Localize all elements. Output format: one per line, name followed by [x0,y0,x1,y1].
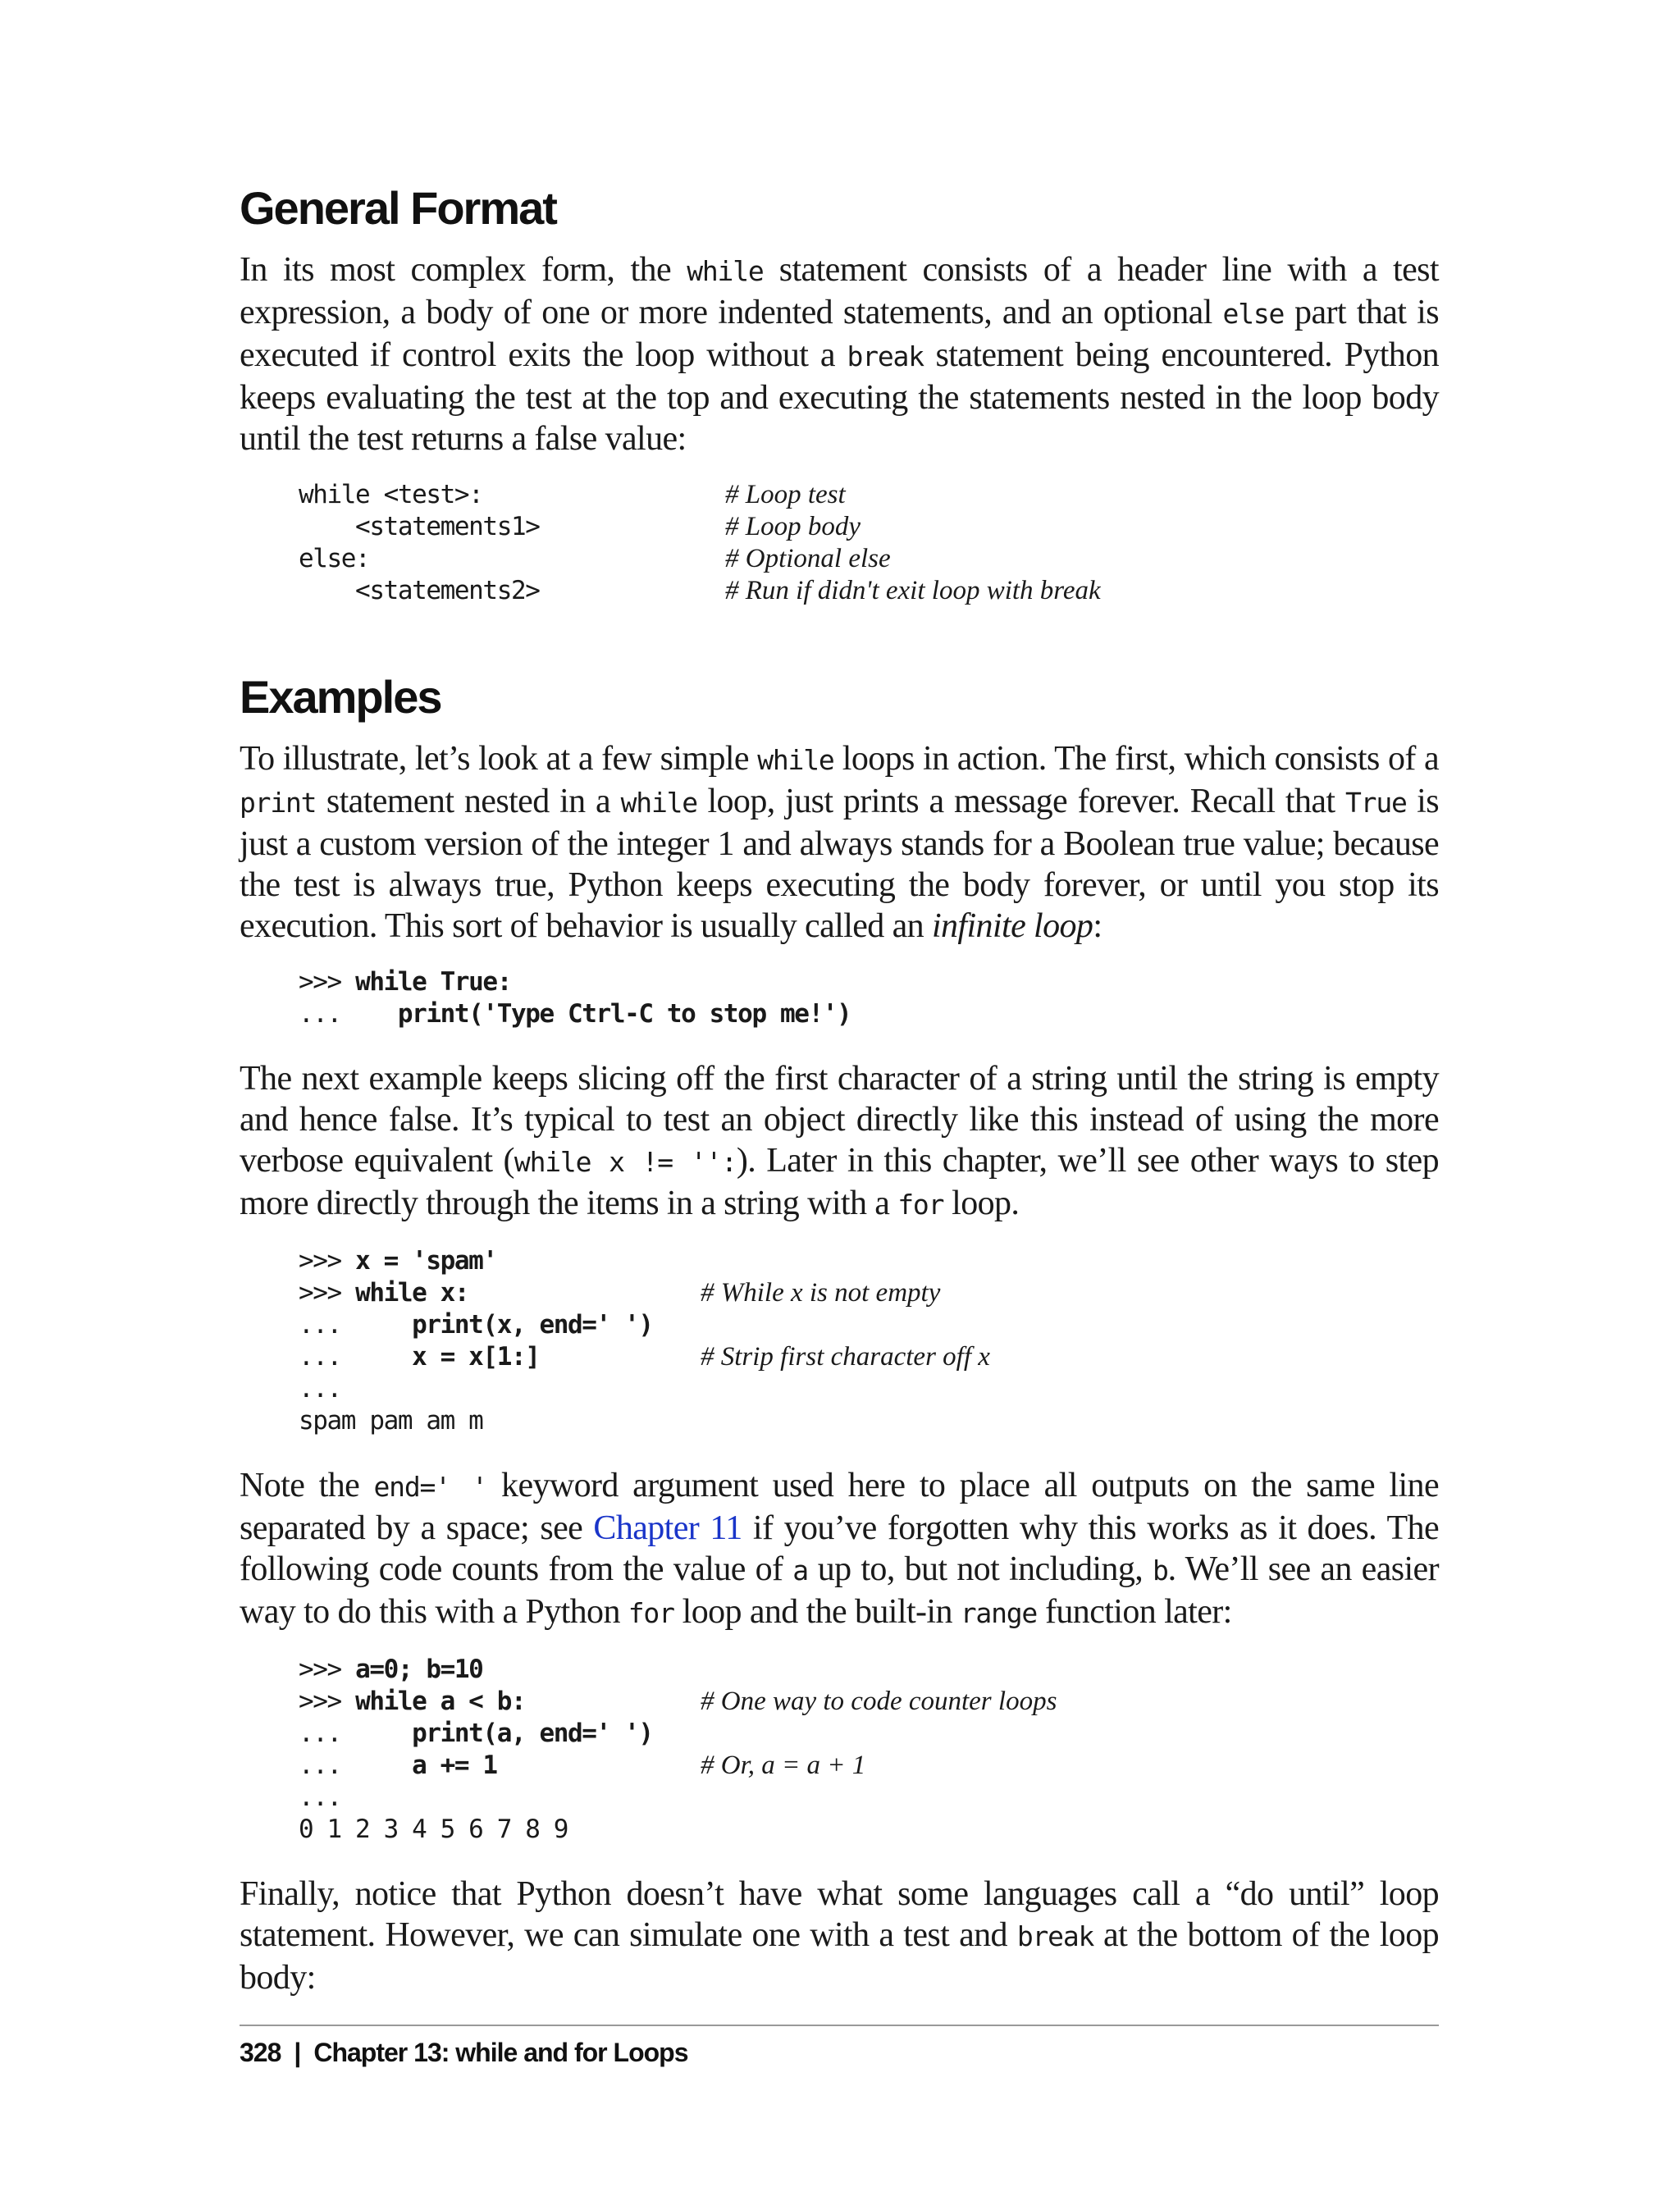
code-line [299,1309,1439,1341]
code-text: print(x, end=' ') [412,1310,653,1340]
code-output [299,1814,1439,1846]
inline-code: end=' ' [373,1471,487,1503]
code-block-string-slicing [299,1245,1439,1437]
code-line [299,1686,1439,1718]
paragraph-examples-3 [240,1465,1439,1634]
inline-code: print [240,787,317,819]
paragraph-examples-2 [240,1058,1439,1226]
code-output-text: 0 1 2 3 4 5 6 7 8 9 [299,1815,568,1844]
code-line [299,1341,1439,1373]
inline-code: break [1016,1920,1094,1952]
code-prompt: >>> [299,1687,356,1716]
code-comment: # Strip first character off x [701,1342,990,1372]
section-title-examples: Examples [240,671,441,723]
page-number: 328 [240,2038,281,2067]
text: : [1093,907,1102,945]
inline-code: else [1222,298,1285,330]
code-line [299,998,1439,1030]
text: . We’ll see an easier way to do this with a Python [240,1550,1439,1631]
code-block-counter-loop [299,1654,1439,1846]
paragraph-examples-4 [240,1874,1439,1998]
code-line [299,511,1439,543]
code-text: <statements1> [299,512,540,541]
code-block-general-format [299,479,1439,607]
chapter-11-link[interactable]: Chapter 11 [593,1509,742,1547]
text: ). Later in this chapter, we’ll see other ways to step more directly through the items in a string with a [240,1142,1439,1222]
text: statement nested in a [316,783,621,820]
page-content [240,179,1439,2018]
code-line [299,1245,1439,1277]
text: is just a custom version of the integer 1 and always stands for a Boolean true value; because the test is always true, Python keeps executing the body forever, or until you stop its execution. This sort of behavior is usually called an [240,783,1439,945]
code-output [299,1405,1439,1437]
code-text: while x: [355,1278,469,1308]
code-prompt: ... [299,999,398,1029]
code-text: while a < b: [355,1687,526,1716]
code-prompt: >>> [299,1278,356,1308]
inline-code: b [1152,1554,1168,1586]
inline-code: a [792,1554,808,1586]
section-title-general-format: General Format [240,182,556,234]
code-comment: # Loop test [725,480,846,509]
text: The next example keeps slicing off the first character of a string until the string is empty and hence false. It’s typical to test an object directly like this instead of using the more verbose equivalent ( [240,1060,1439,1180]
footer-rule [240,2025,1439,2026]
inline-code: True [1345,787,1407,819]
text: Note the [240,1467,374,1504]
code-comment: # Optional else [725,544,891,573]
code-line [299,1718,1439,1750]
code-prompt: >>> [299,967,356,997]
code-line [299,1654,1439,1686]
code-block-infinite-loop [299,966,1439,1030]
code-line [299,966,1439,998]
text: loop, just prints a message forever. Recall that [696,783,1345,820]
code-text: <statements2> [299,576,540,605]
code-prompt: ... [299,1374,341,1404]
emphasis: infinite loop [931,907,1093,945]
inline-code: while [757,744,834,776]
code-text: a=0; b=10 [355,1655,483,1684]
code-line [299,1782,1439,1814]
code-prompt: >>> [299,1655,356,1684]
code-text: else: [299,544,370,573]
code-text: x = 'spam' [355,1246,497,1276]
footer-chapter-title: Chapter 13: while and for Loops [313,2038,688,2067]
code-prompt: ... [299,1783,341,1812]
inline-code: while [620,787,697,819]
inline-code: while [687,255,764,287]
code-line [299,543,1439,575]
code-line [299,479,1439,511]
code-prompt: ... [299,1342,413,1372]
code-text: print(a, end=' ') [412,1719,653,1748]
code-text: a += 1 [412,1751,497,1780]
inline-code: while x != '': [514,1146,737,1178]
inline-code: for [628,1597,674,1629]
inline-code: for [897,1189,944,1221]
text: part that is executed if control exits the loop without a [240,294,1439,374]
text: up to, but not including, [807,1550,1153,1588]
page-footer [240,2028,688,2077]
code-prompt: ... [299,1719,413,1748]
code-prompt: ... [299,1751,413,1780]
inline-code: break [847,340,924,372]
code-comment: # Run if didn't exit loop with break [725,576,1101,605]
footer-separator: | [294,2038,301,2067]
code-comment: # Loop body [725,512,861,541]
code-comment: # While x is not empty [701,1278,941,1308]
text: keyword argument used here to place all outputs on the same line separated by a space; see [240,1467,1439,1547]
paragraph-examples-1 [240,738,1439,947]
code-comment: # Or, a = a + 1 [701,1751,866,1780]
code-text: while <test>: [299,480,483,509]
text: if you’ve forgotten why this works as it does. The following code counts from the value of [240,1509,1439,1588]
code-text: while True: [355,967,511,997]
text: loop. [943,1185,1020,1222]
text: loops in action. The first, which consists of a [833,740,1439,778]
text: statement consists of a header line with a test expression, a body of one or more indented statements, and an optional [240,251,1439,331]
code-prompt: ... [299,1310,413,1340]
code-line [299,1750,1439,1782]
text: at the bottom of the loop body: [240,1916,1439,1997]
text: statement being encountered. Python keeps evaluating the test at the top and executing the statements nested in the loop body until the test returns a false value: [240,336,1439,458]
code-line [299,1373,1439,1405]
text: In its most complex form, the [240,251,687,289]
text: loop and the built-in [673,1593,961,1631]
inline-code: range [960,1597,1038,1629]
code-line [299,1277,1439,1309]
text: function later: [1037,1593,1232,1631]
code-line [299,575,1439,607]
text: Finally, notice that Python doesn’t have what some languages call a “do until” loop statement. However, we can simulate one with a test and [240,1875,1439,1954]
code-text: x = x[1:] [412,1342,540,1372]
code-comment: # One way to code counter loops [701,1687,1057,1716]
text: To illustrate, let’s look at a few simple [240,740,758,778]
code-prompt: >>> [299,1246,356,1276]
paragraph-general-format [240,249,1439,459]
code-output-text: spam pam am m [299,1406,483,1436]
code-text: print('Type Ctrl-C to stop me!') [397,999,851,1029]
